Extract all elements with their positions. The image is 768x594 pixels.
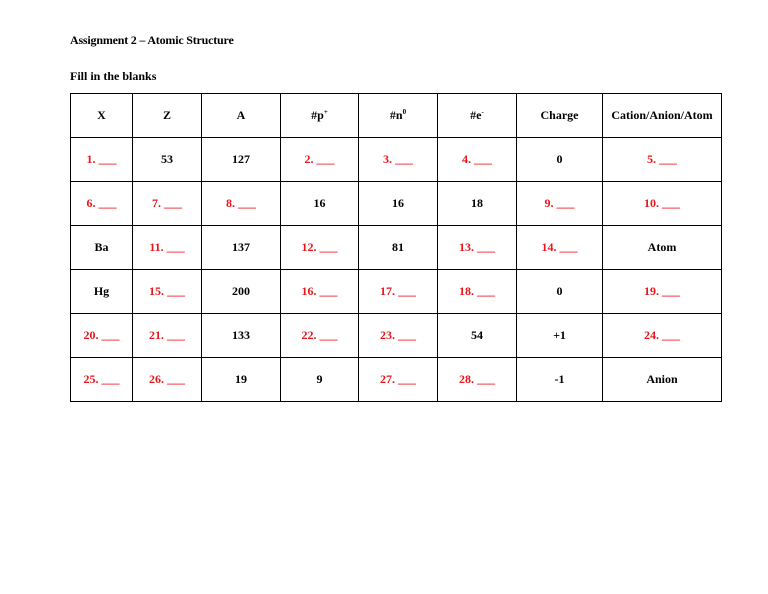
blank-cell[interactable]: 26. ___ [133, 358, 202, 402]
column-header-label: Cation/Anion/Atom [611, 108, 713, 122]
column-header [517, 94, 603, 138]
column-header [359, 94, 438, 138]
blank-cell[interactable]: 12. ___ [281, 226, 359, 270]
blank-cell[interactable]: 2. ___ [281, 138, 359, 182]
given-value-cell: 133 [202, 314, 281, 358]
column-header-label: #n [389, 108, 403, 122]
given-value-cell: 18 [438, 182, 517, 226]
blank-cell[interactable]: 3. ___ [359, 138, 438, 182]
given-value-cell: 9 [281, 358, 359, 402]
blank-cell[interactable]: 6. ___ [71, 182, 133, 226]
given-value-cell: 53 [133, 138, 202, 182]
blank-cell[interactable]: 20. ___ [71, 314, 133, 358]
blank-cell[interactable]: 22. ___ [281, 314, 359, 358]
blank-cell[interactable]: 8. ___ [202, 182, 281, 226]
blank-cell[interactable]: 19. ___ [603, 270, 722, 314]
blank-cell[interactable]: 23. ___ [359, 314, 438, 358]
given-value-cell: Ba [71, 226, 133, 270]
column-header-label: Z [162, 108, 171, 122]
column-header-label: Charge [540, 108, 579, 122]
blank-cell[interactable]: 28. ___ [438, 358, 517, 402]
instructions-heading: Fill in the blanks [70, 69, 157, 83]
blank-cell[interactable]: 10. ___ [603, 182, 722, 226]
column-header [133, 94, 202, 138]
blank-cell[interactable]: 16. ___ [281, 270, 359, 314]
table-row [71, 138, 722, 182]
atomic-structure-table [70, 93, 722, 402]
column-header [281, 94, 359, 138]
given-value-cell: 16 [281, 182, 359, 226]
column-header-label: X [97, 108, 106, 122]
column-header [438, 94, 517, 138]
table-row [71, 358, 722, 402]
blank-cell[interactable]: 13. ___ [438, 226, 517, 270]
column-header-label: #e [470, 108, 482, 122]
given-value-cell: 0 [517, 270, 603, 314]
blank-cell[interactable]: 11. ___ [133, 226, 202, 270]
given-value-cell: 54 [438, 314, 517, 358]
column-header-label: #p [311, 108, 324, 122]
given-value-cell: +1 [517, 314, 603, 358]
blank-cell[interactable]: 27. ___ [359, 358, 438, 402]
given-value-cell: 0 [517, 138, 603, 182]
given-value-cell: 137 [202, 226, 281, 270]
blank-cell[interactable]: 1. ___ [71, 138, 133, 182]
column-header [71, 94, 133, 138]
given-value-cell: Atom [603, 226, 722, 270]
header-row [71, 94, 722, 138]
given-value-cell: Hg [71, 270, 133, 314]
given-value-cell: 200 [202, 270, 281, 314]
blank-cell[interactable]: 21. ___ [133, 314, 202, 358]
table-row [71, 182, 722, 226]
blank-cell[interactable]: 5. ___ [603, 138, 722, 182]
column-header-superscript: + [323, 108, 328, 116]
given-value-cell: -1 [517, 358, 603, 402]
given-value-cell: Anion [603, 358, 722, 402]
blank-cell[interactable]: 24. ___ [603, 314, 722, 358]
blank-cell[interactable]: 15. ___ [133, 270, 202, 314]
given-value-cell: 16 [359, 182, 438, 226]
blank-cell[interactable]: 14. ___ [517, 226, 603, 270]
blank-cell[interactable]: 25. ___ [71, 358, 133, 402]
blank-cell[interactable]: 7. ___ [133, 182, 202, 226]
blank-cell[interactable]: 17. ___ [359, 270, 438, 314]
assignment-title: Assignment 2 – Atomic Structure [70, 33, 234, 47]
blank-cell[interactable]: 9. ___ [517, 182, 603, 226]
column-header [603, 94, 722, 138]
table-row [71, 226, 722, 270]
given-value-cell: 19 [202, 358, 281, 402]
table-row [71, 270, 722, 314]
given-value-cell: 127 [202, 138, 281, 182]
blank-cell[interactable]: 4. ___ [438, 138, 517, 182]
blank-cell[interactable]: 18. ___ [438, 270, 517, 314]
column-header [202, 94, 281, 138]
column-header-superscript: 0 [402, 108, 407, 116]
table-body [71, 138, 722, 402]
column-header-superscript: - [481, 108, 484, 116]
given-value-cell: 81 [359, 226, 438, 270]
column-header-label: A [236, 108, 246, 122]
table-row [71, 314, 722, 358]
